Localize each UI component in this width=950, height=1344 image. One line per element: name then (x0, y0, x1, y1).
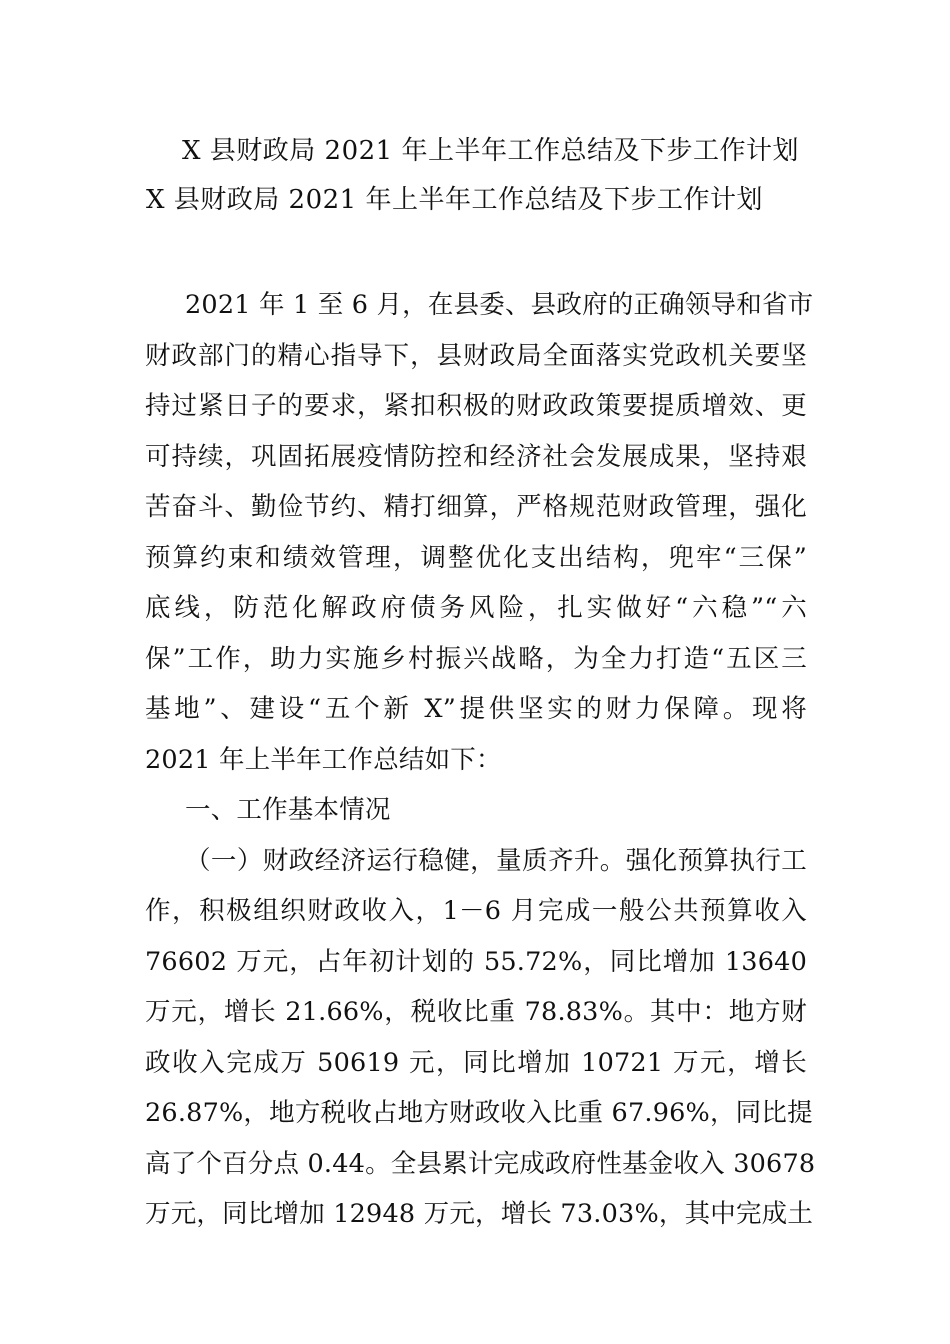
section-heading: 一、工作基本情况 (185, 795, 391, 825)
paragraph-line: 保”工作，助力实施乡村振兴战略，为全力打造“五区三 (145, 643, 807, 674)
paragraph-line: 政收入完成万 50619 元，同比增加 10721 万元，增长 (145, 1047, 807, 1078)
paragraph-line: 持过紧日子的要求，紧扣积极的财政政策要提质增效、更 (145, 391, 807, 421)
paragraph-line: 预算约束和绩效管理，调整优化支出结构，兜牢“三保” (145, 542, 807, 573)
document-title: X 县财政局 2021 年上半年工作总结及下步工作计划 (182, 136, 799, 166)
paragraph-line: 26.87%，地方税收占地方财政收入比重 67.96%，同比提 (145, 1098, 813, 1128)
paragraph-line: 可持续，巩固拓展疫情防控和经济社会发展成果，坚持艰 (145, 441, 807, 472)
paragraph-line: 财政部门的精心指导下，县财政局全面落实党政机关要坚 (145, 340, 807, 371)
paragraph-line: （一）财政经济运行稳健，量质齐升。强化预算执行工 (185, 845, 807, 876)
paragraph-line: 万元，同比增加 12948 万元，增长 73.03%，其中完成土 (145, 1199, 814, 1229)
paragraph-line: 万元，增长 21.66%，税收比重 78.83%。其中：地方财 (145, 997, 807, 1027)
paragraph-line: 苦奋斗、勤俭节约、精打细算，严格规范财政管理，强化 (145, 492, 807, 522)
paragraph-line: 底线，防范化解政府债务风险，扎实做好“六稳”“六 (145, 593, 807, 623)
paragraph-line: 基地”、建设“五个新 X”提供坚实的财力保障。现将 (145, 694, 807, 724)
paragraph-line: 高了个百分点 0.44。全县累计完成政府性基金收入 30678 (145, 1148, 816, 1179)
paragraph-line: 76602 万元，占年初计划的 55.72%，同比增加 13640 (145, 946, 807, 977)
paragraph-line: 2021 年上半年工作总结如下： (145, 744, 502, 775)
paragraph-line: 作，积极组织财政收入，1－6 月完成一般公共预算收入 (145, 896, 807, 926)
paragraph-line: 2021 年 1 至 6 月，在县委、县政府的正确领导和省市 (185, 290, 814, 320)
document-subtitle: X 县财政局 2021 年上半年工作总结及下步工作计划 (146, 185, 763, 215)
document-body (145, 280, 816, 1240)
